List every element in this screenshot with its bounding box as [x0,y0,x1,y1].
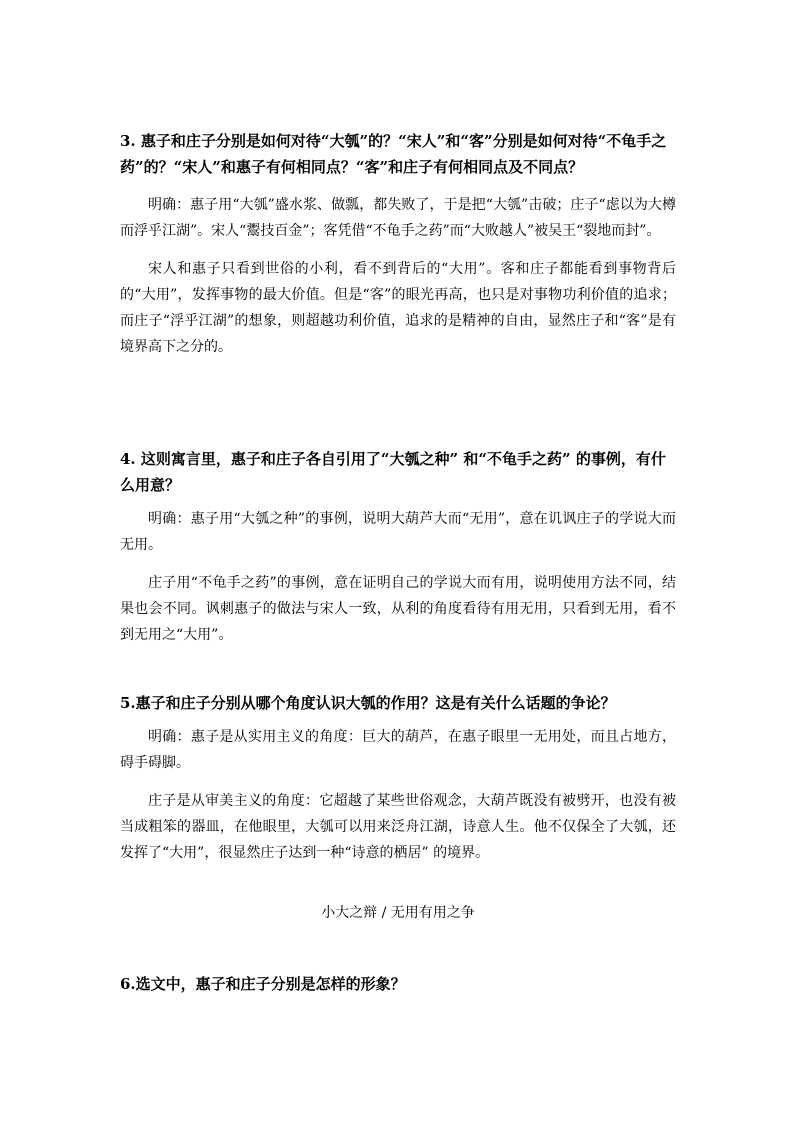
answer-3-paragraph-1: 明确：惠子用“大瓠”盛水浆、做瓢，都失败了，于是把“大瓠”击破；庄子“虑以为大樽而浮乎江湖”。宋人“鬻技百金”；客凭借“不龟手之药”而“大败越人”被吴王“裂地而封”。 [120,197,676,239]
section-3 [120,128,676,360]
question-3: 3. 惠子和庄子分别是如何对待“大瓠”的？“宋人”和“客”分别是如何对待“不龟手之药”的？“宋人”和惠子有何相同点？“客”和庄子有何相同点及不同点？ [120,132,667,176]
summary-line: 小大之辩 / 无用有用之争 [321,905,475,921]
section-4 [120,446,676,648]
question-4: 4. 这则寓言里，惠子和庄子各自引用了“大瓠之种” 和“不龟手之药” 的事例，有什么用意？ [120,450,666,494]
answer-5-paragraph-2: 庄子是从审美主义的角度：它超越了某些世俗观念，大葫芦既没有被劈开，也没有被当成粗笨的器皿，在他眼里，大瓠可以用来泛舟江湖，诗意人生。他不仅保全了大瓠，还发挥了“大用”，很显然庄子达到一种“诗意的栖居” 的境界。 [120,793,676,861]
question-6: 6.选文中，惠子和庄子分别是怎样的形象？ [120,975,406,993]
answer-3-paragraph-2: 宋人和惠子只看到世俗的小利，看不到背后的“大用”。客和庄子都能看到事物背后的“大用”，发挥事物的最大价值。但是“客”的眼光再高，也只是对事物功利价值的追求；而庄子“浮乎江湖”的想象，则超越功利价值，追求的是精神的自由，显然庄子和“客”是有境界高下之分的。 [120,261,676,355]
question-5: 5.惠子和庄子分别从哪个角度认识大瓠的作用？这是有关什么话题的争论？ [120,694,616,712]
answer-5-paragraph-1: 明确：惠子是从实用主义的角度：巨大的葫芦，在惠子眼里一无用处，而且占地方，碍手碍脚。 [120,729,676,771]
section-5 [120,690,676,866]
section-6 [120,971,676,997]
answer-4-paragraph-2: 庄子用“不龟手之药”的事例，意在证明自己的学说大而有用，说明使用方法不同，结果也会不同。讽刺惠子的做法与宋人一致，从利的角度看待有用无用，只看到无用，看不到无用之“大用”。 [120,575,676,643]
answer-4-paragraph-1: 明确：惠子用“大瓠之种”的事例，说明大葫芦大而“无用”，意在讥讽庄子的学说大而无用。 [120,511,676,553]
